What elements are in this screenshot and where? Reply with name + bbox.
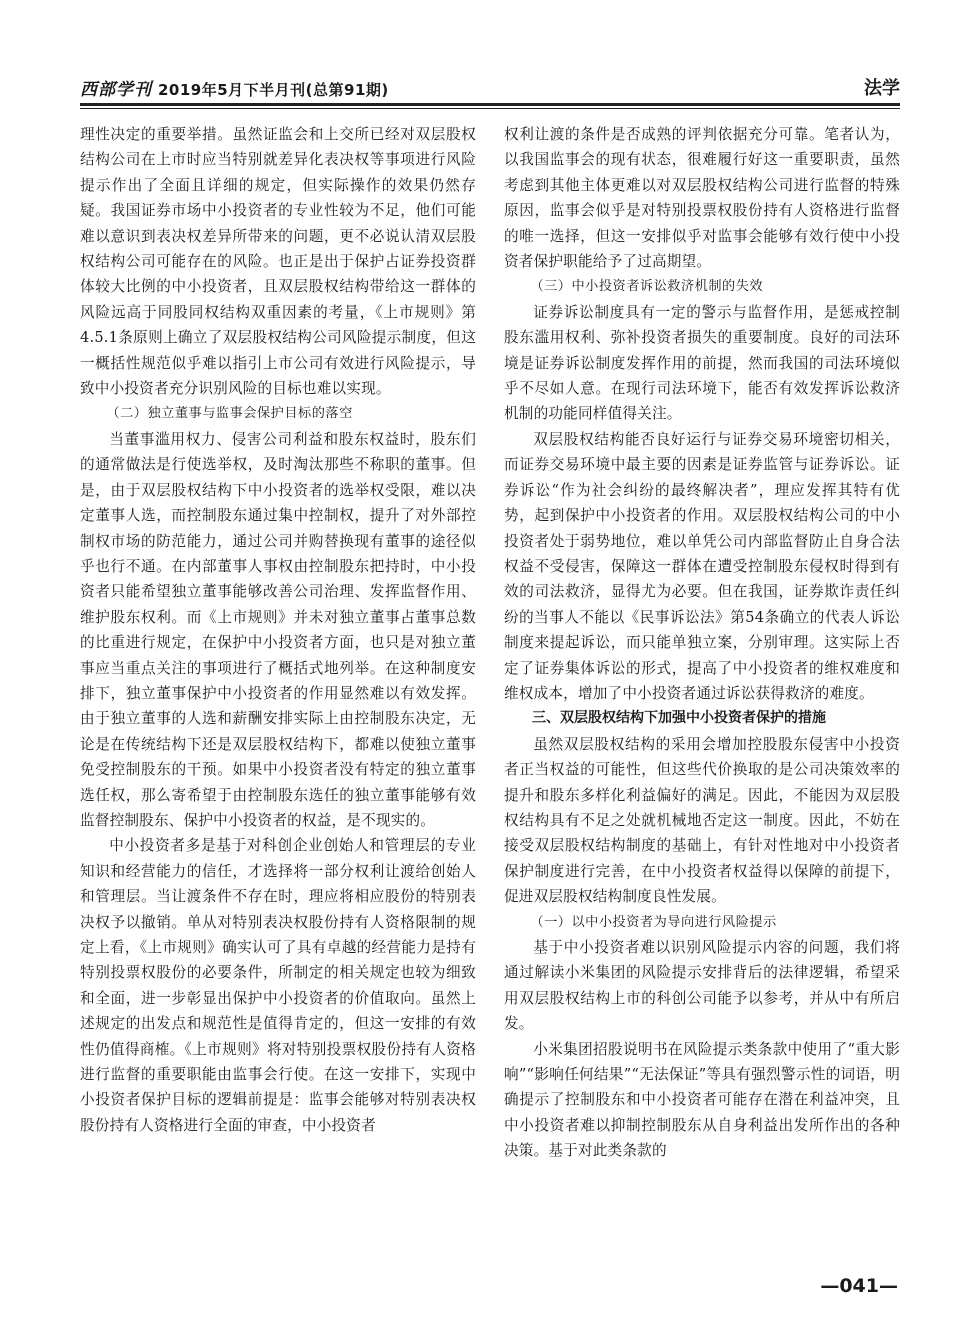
header-rule-thick bbox=[80, 103, 900, 106]
journal-issue: 2019年5月下半月刊(总第91期) bbox=[158, 81, 389, 99]
paragraph: 双层股权结构能否良好运行与证券交易环境密切相关，而证券交易环境中最主要的因素是证券监管与证券诉讼。证券诉讼“作为社会纠纷的最终解决者”，理应发挥其特有优势，起到保护中小投资者的作用。双层股权结构公司的中小投资者处于弱势地位，难以单凭公司内部监督防止自身合法权益不受侵害，保障这一群体在遭受控制股东侵权时得到有效的司法救济，显得尤为必要。但在我国，证券欺诈责任纠纷的当事人不能以《民事诉讼法》第54条确立的代表人诉讼制度来提起诉讼，而只能单独立案，分别审理。这实际上否定了证券集体诉讼的形式，提高了中小投资者的维权难度和维权成本，增加了中小投资者通过诉讼获得救济的难度。 bbox=[504, 430, 900, 702]
paragraph: 当董事滥用权力、侵害公司利益和股东权益时，股东们的通常做法是行使选举权，及时淘汰那些不称职的董事。但是，由于双层股权结构下中小投资者的选举权受限，难以决定董事人选，而控制股东通过集中控制权，提升了对外部控制权市场的防范能力，通过公司并购替换现有董事的途径似乎也行不通。在内部董事人事权由控制股东把持时，中小投资者只能希望独立董事能够改善公司治理、发挥监督作用、维护股东权利。而《上市规则》并未对独立董事占董事总数的比重进行规定，在保护中小投资者方面，也只是对独立董事应当重点关注的事项进行了概括式地列举。在这种制度安排下，独立董事保护中小投资者的作用显然难以有效发挥。由于独立董事的人选和薪酬安排实际上由控制股东决定，无论是在传统结构下还是双层股权结构下，都难以使独立董事免受控制股东的干预。如果中小投资者没有特定的独立董事选任权，那么寄希望于由控制股东选任的独立董事能够有效监督控制股东、保护中小投资者的权益，是不现实的。 bbox=[80, 430, 476, 829]
paragraph: 小米集团招股说明书在风险提示类条款中使用了“重大影响”“影响任何结果”“无法保证”等具有强烈警示性的词语，明确提示了控制股东和中小投资者可能存在潜在利益冲突，且中小投资者难以抑制控制股东从自身利益出发所作出的各种决策。基于对此类条款的 bbox=[504, 1040, 900, 1160]
section-name: 法学 bbox=[864, 78, 900, 99]
paragraph: 中小投资者多是基于对科创企业创始人和管理层的专业知识和经营能力的信任，才选择将一部分权利让渡给创始人和管理层。当让渡条件不存在时，理应将相应股份的特别表决权予以撤销。单从对特别表决权股份持有人资格限制的规定上看，《上市规则》确实认可了具有卓越的经营能力是持有特别投票权股份的必要条件，所制定的相关规定也较为细致和全面，进一步彰显出保护中小投资者的价值取向。虽然上述规定的出发点和规范性是值得肯定的，但这一安排的有效性仍值得商榷。《上市规则》将对特别投票权股份持有人资格进行监督的重要职能由监事会行使。在这一安排下，实现中小投资者保护目标的逻辑前提是：监事会能够对特别表决权股份持有人资格进行全面的审查，中小投资者 bbox=[80, 837, 476, 1134]
subsection-heading: （一）以中小投资者为导向进行风险提示 bbox=[530, 914, 777, 930]
page-number: —041— bbox=[820, 1275, 898, 1297]
left-column bbox=[80, 122, 476, 1138]
journal-logo: 西部学刊 bbox=[80, 80, 152, 100]
section-heading: 三、双层股权结构下加强中小投资者保护的措施 bbox=[532, 710, 826, 727]
header-rule-thin bbox=[80, 108, 900, 109]
paragraph: 理性决定的重要举措。虽然证监会和上交所已经对双层股权结构公司在上市时应当特别就差异化表决权等事项进行风险提示作出了全面且详细的规定，但实际操作的效果仍然存疑。我国证券市场中小投资者的专业性较为不足，他们可能难以意识到表决权差异所带来的问题，更不必说认清双层股权结构公司可能存在的风险。也正是出于保护占证券投资群体较大比例的中小投资者，且双层股权结构带给这一群体的风险远高于同股同权结构双重因素的考量，《上市规则》第4.5.1条原则上确立了双层股权结构公司风险提示制度，但这一概括性规范似乎难以指引上市公司有效进行风险提示，导致中小投资者充分识别风险的目标也难以实现。 bbox=[80, 126, 476, 398]
subsection-heading: （三）中小投资者诉讼救济机制的失效 bbox=[530, 279, 764, 295]
right-column bbox=[504, 122, 900, 1164]
subsection-heading: （二）独立董事与监事会保护目标的落空 bbox=[106, 406, 353, 422]
paragraph: 基于中小投资者难以识别风险提示内容的问题，我们将通过解读小米集团的风险提示安排背后的法律逻辑，希望采用双层股权结构上市的科创公司能予以参考，并从中有所启发。 bbox=[504, 939, 900, 1033]
paragraph: 虽然双层股权结构的采用会增加控股股东侵害中小投资者正当权益的可能性，但这些代价换取的是公司决策效率的提升和股东多样化利益偏好的满足。因此，不能因为双层股权结构具有不足之处就机械地否定这一制度。因此，不妨在接受双层股权结构制度的基础上，有针对性地对中小投资者保护制度进行完善，在中小投资者权益得以保障的前提下，促进双层股权结构制度良性发展。 bbox=[504, 735, 900, 906]
page-header bbox=[80, 70, 900, 100]
journal-info bbox=[80, 75, 389, 100]
paragraph: 权利让渡的条件是否成熟的评判依据充分可靠。笔者认为，以我国监事会的现有状态，很难履行好这一重要职责，虽然考虑到其他主体更难以对双层股权结构公司进行监督的特殊原因，监事会似乎是对特别投票权股份持有人资格进行监督的唯一选择，但这一安排似乎对监事会能够有效行使中小投资者保护职能给予了过高期望。 bbox=[504, 126, 900, 271]
paragraph: 证券诉讼制度具有一定的警示与监督作用，是惩戒控制股东滥用权利、弥补投资者损失的重要制度。良好的司法环境是证券诉讼制度发挥作用的前提，然而我国的司法环境似乎不尽如人意。在现行司法环境下，能否有效发挥诉讼救济机制的功能同样值得关注。 bbox=[504, 303, 900, 423]
